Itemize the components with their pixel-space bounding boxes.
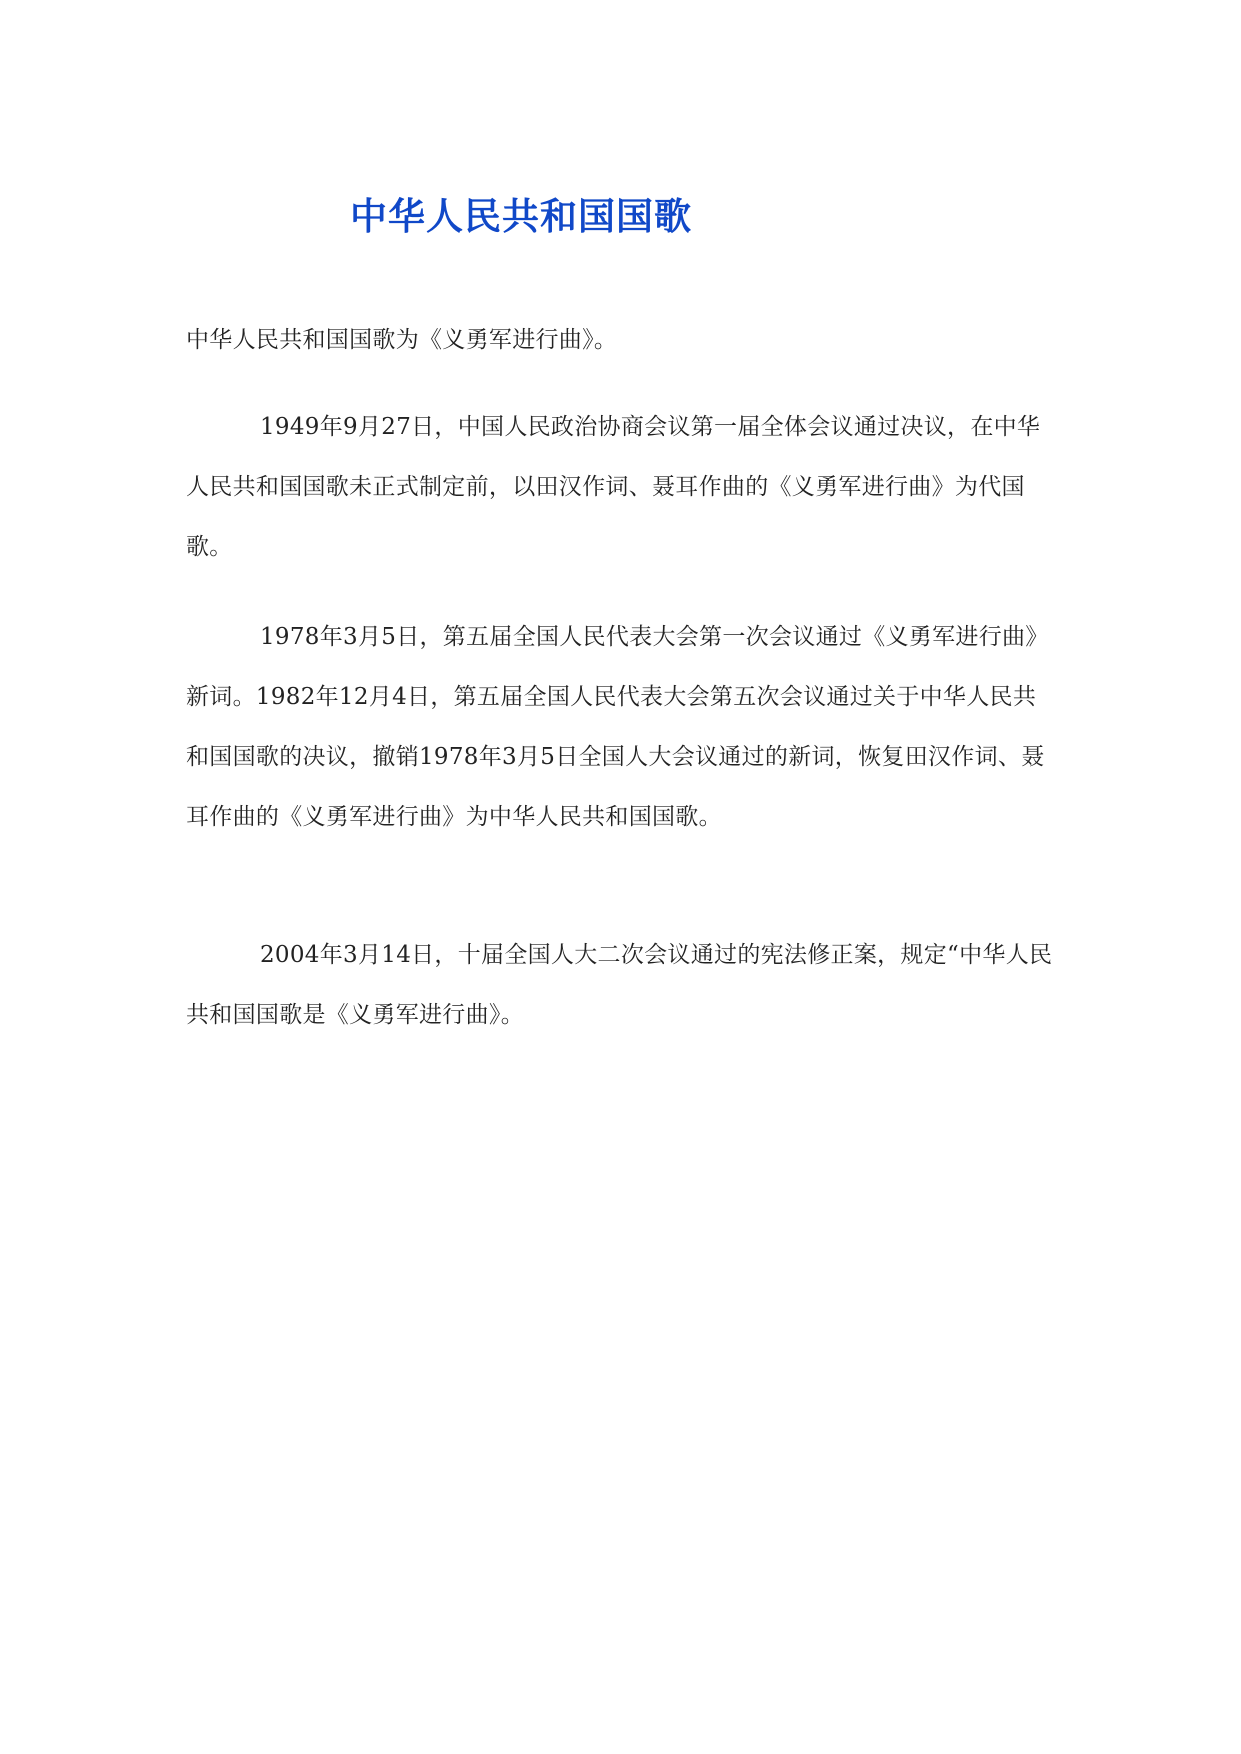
paragraph-1949: 1949年9月27日，中国人民政治协商会议第一届全体会议通过决议，在中华人民共和国国歌未正式制定前，以田汉作词、聂耳作曲的《义勇军进行曲》为代国歌。: [186, 414, 1041, 560]
paragraph-intro: 中华人民共和国国歌为《义勇军进行曲》。: [186, 327, 618, 353]
document-title: 中华人民共和国国歌: [350, 195, 692, 238]
paragraph-1978-1982: 1978年3月5日，第五届全国人民代表大会第一次会议通过《义勇军进行曲》新词。1982年12月4日，第五届全国人民代表大会第五次会议通过关于中华人民共和国国歌的决议，撤销1978年3月5日全国人大会议通过的新词，恢复田汉作词、聂耳作曲的《义勇军进行曲》为中华人民共和国国歌。: [186, 624, 1049, 830]
paragraph-2004: 2004年3月14日，十届全国人大二次会议通过的宪法修正案，规定“中华人民共和国国歌是《义勇军进行曲》。: [186, 942, 1053, 1028]
